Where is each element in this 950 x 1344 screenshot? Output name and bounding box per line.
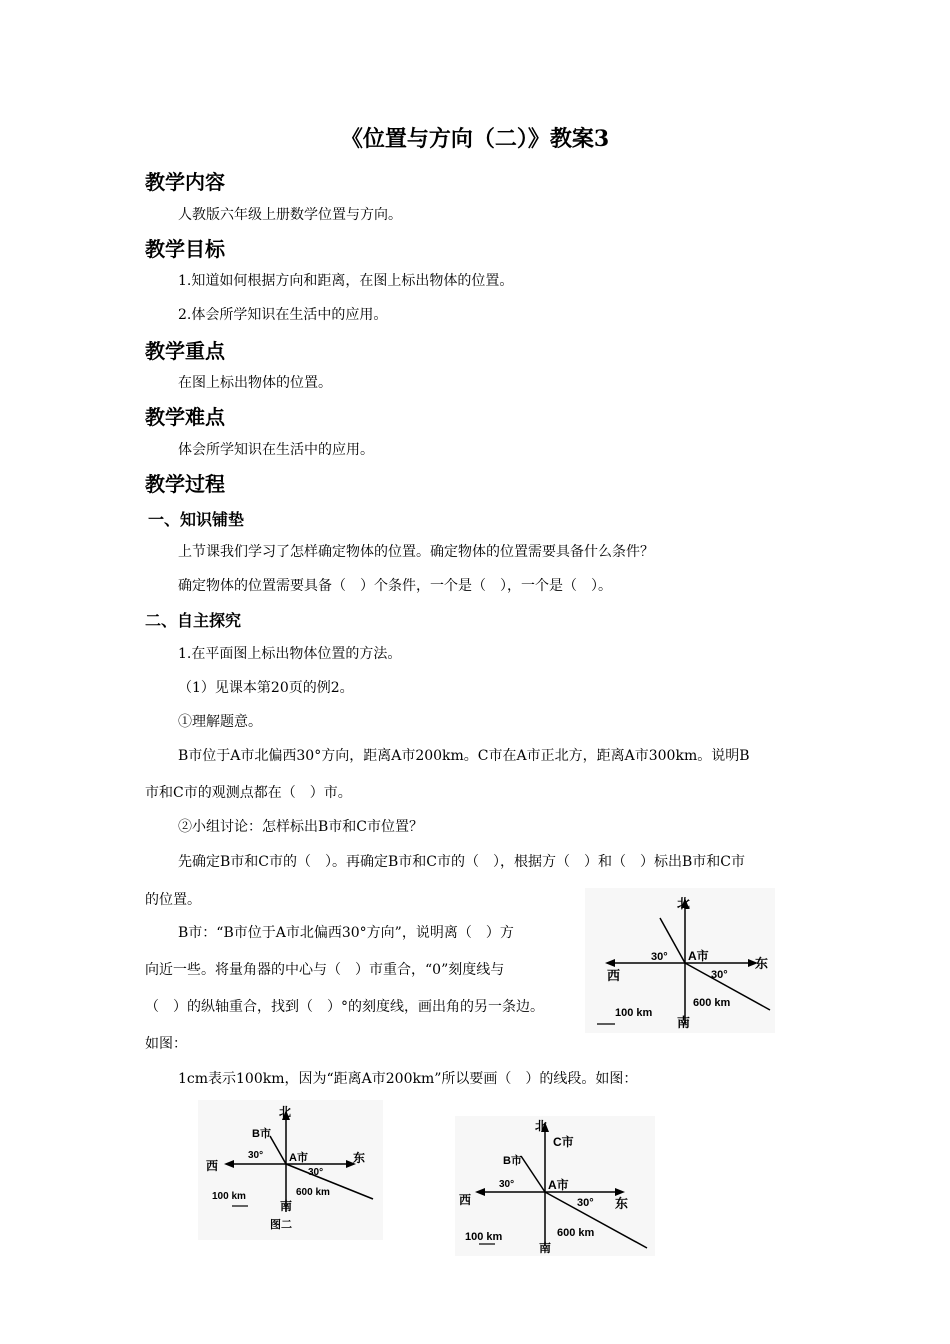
paragraph: 市和C市的观测点都在（ ）市。 — [145, 785, 352, 801]
angle-label: 30° — [248, 1150, 264, 1161]
angle-label: 30° — [308, 1167, 324, 1178]
paragraph: B市位于A市北偏西30°方向，距离A市200km。C市在A市正北方，距离A市300km。说明B — [178, 748, 750, 764]
west-label: 西 — [607, 968, 621, 983]
paragraph: 在图上标出物体的位置。 — [178, 375, 332, 391]
heading-content: 教学内容 — [145, 170, 225, 194]
city-b-label: B市 — [252, 1128, 271, 1140]
direction-figure-1 — [585, 888, 775, 1033]
west-label: 西 — [206, 1159, 219, 1173]
heading-key: 教学重点 — [145, 339, 225, 363]
city-a-label: A市 — [688, 949, 709, 963]
east-label: 东 — [353, 1151, 366, 1165]
west-label: 西 — [459, 1193, 472, 1207]
city-a-label: A市 — [548, 1178, 569, 1192]
paragraph: 1.知道如何根据方向和距离，在图上标出物体的位置。 — [178, 273, 514, 289]
paragraph: B市：“B市位于A市北偏西30°方向”，说明离（ ）方 — [178, 925, 514, 941]
heading-process: 教学过程 — [145, 472, 225, 496]
heading-goals: 教学目标 — [145, 237, 225, 261]
angle-label: 30° — [499, 1179, 515, 1190]
paragraph: 上节课我们学习了怎样确定物体的位置。确定物体的位置需要具备什么条件？ — [178, 544, 654, 560]
paragraph: 向近一些。将量角器的中心与（ ）市重合，“0”刻度线与 — [145, 962, 505, 978]
north-label: 北 — [279, 1105, 292, 1119]
paragraph: ①理解题意。 — [178, 714, 262, 730]
figure-caption: 图二 — [270, 1219, 292, 1231]
paragraph: 1cm表示100km，因为“距离A市200km”所以要画（ ）的线段。如图： — [178, 1071, 638, 1087]
direction-figure-2 — [198, 1100, 383, 1240]
paragraph: 1.在平面图上标出物体位置的方法。 — [178, 646, 402, 662]
south-label: 南 — [539, 1241, 552, 1255]
paragraph: 体会所学知识在生活中的应用。 — [178, 442, 374, 458]
paragraph: （1）见课本第20页的例2。 — [178, 680, 354, 696]
east-label: 东 — [755, 956, 769, 971]
distance-label: 600 km — [693, 997, 731, 1009]
direction-figure-3 — [455, 1116, 655, 1256]
paragraph: （ ）的纵轴重合，找到（ ）°的刻度线，画出角的另一条边。 — [145, 999, 544, 1015]
angle-label: 30° — [651, 951, 668, 963]
north-label: 北 — [677, 896, 691, 911]
page-title: 《位置与方向（二）》教案3 — [340, 126, 610, 152]
south-label: 南 — [677, 1015, 691, 1030]
paragraph: 人教版六年级上册数学位置与方向。 — [178, 207, 402, 223]
section-heading: 一、知识铺垫 — [148, 510, 245, 529]
heading-difficulty: 教学难点 — [145, 405, 225, 429]
east-label: 东 — [615, 1196, 629, 1211]
scale-label: 100 km — [615, 1007, 653, 1019]
city-c-label: C市 — [553, 1135, 574, 1149]
paragraph: ②小组讨论：怎样标出B市和C市位置？ — [178, 819, 423, 835]
angle-label: 30° — [711, 969, 728, 981]
angle-label: 30° — [577, 1197, 594, 1209]
north-label: 北 — [535, 1119, 548, 1133]
paragraph: 如图： — [145, 1036, 187, 1052]
distance-label: 600 km — [557, 1227, 595, 1239]
south-label: 南 — [280, 1199, 293, 1213]
paragraph: 2.体会所学知识在生活中的应用。 — [178, 307, 388, 323]
city-b-label: B市 — [503, 1155, 522, 1167]
paragraph: 的位置。 — [145, 892, 201, 908]
scale-label: 100 km — [465, 1231, 503, 1243]
paragraph: 先确定B市和C市的（ ）。再确定B市和C市的（ ），根据方（ ）和（ ）标出B市和C市 — [178, 854, 745, 870]
distance-label: 600 km — [296, 1187, 330, 1198]
paragraph: 确定物体的位置需要具备（ ）个条件，一个是（ ），一个是（ ）。 — [178, 578, 612, 594]
city-a-label: A市 — [289, 1152, 308, 1164]
scale-label: 100 km — [212, 1191, 246, 1202]
section-heading: 二、自主探究 — [145, 611, 242, 630]
